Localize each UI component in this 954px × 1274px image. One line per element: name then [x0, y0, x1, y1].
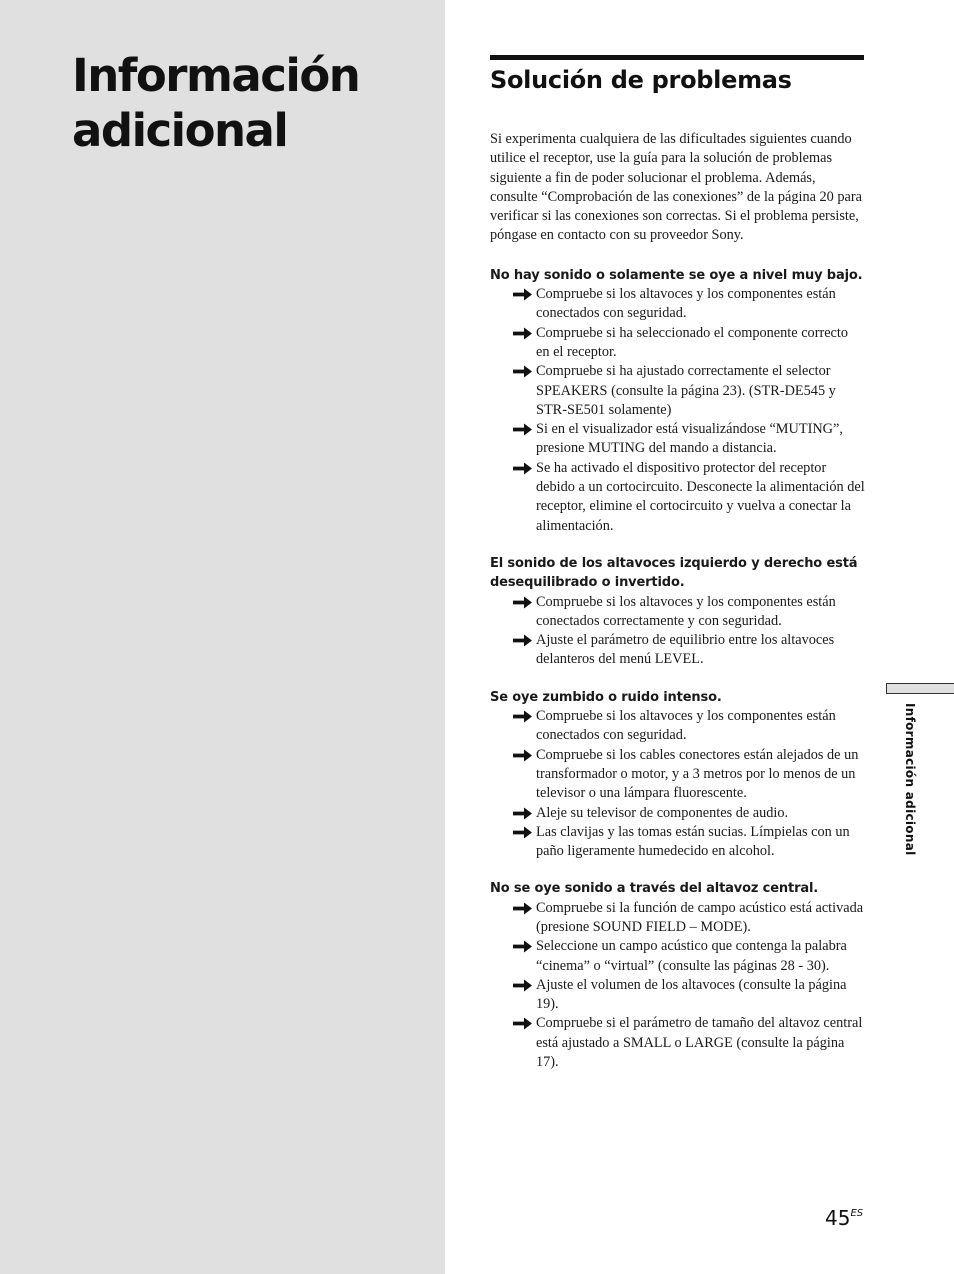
fix-text: Compruebe si los cables conectores están alejados de un transformador o motor, y a 3 metros por lo menos de un televisor o una lámpara fluorescente. [536, 746, 859, 802]
problem-list [490, 266, 865, 1073]
arrow-right-icon [513, 365, 532, 378]
problem-heading: No se oye sonido a través del altavoz central. [490, 881, 819, 897]
fix-text: Las clavijas y las tomas están sucias. Límpielas con un paño ligeramente humedecido en alcohol. [536, 823, 850, 860]
arrow-right-icon [513, 979, 532, 992]
arrow-right-icon [513, 327, 532, 340]
fix-item [490, 1014, 865, 1072]
fix-item [490, 937, 865, 976]
problem-heading: No hay sonido o solamente se oye a nivel muy bajo. [490, 267, 863, 283]
problem-block [490, 266, 865, 536]
fix-text: Si en el visualizador está visualizándose “MUTING”, presione MUTING del mando a distancia. [536, 421, 843, 457]
fix-text: Compruebe si ha ajustado correctamente el selector SPEAKERS (consulte la página 23). (STR-DE545 y STR-SE501 solamente) [536, 363, 836, 418]
chapter-title-line2: adicional [72, 104, 288, 157]
chapter-title-line1: Información [72, 49, 360, 102]
page-number [825, 1206, 863, 1230]
fix-item [490, 420, 865, 459]
chapter-title [72, 48, 359, 158]
page-number-value: 45 [825, 1206, 851, 1230]
fix-item [490, 976, 865, 1015]
fix-item [490, 746, 865, 804]
fix-item [490, 707, 865, 746]
arrow-right-icon [513, 634, 532, 647]
fix-text: Compruebe si la función de campo acústico está activada (presione SOUND FIELD – MODE). [536, 899, 864, 935]
fix-item [490, 899, 865, 938]
fix-list [490, 899, 865, 1073]
fix-item [490, 823, 865, 862]
problem-block [490, 554, 865, 670]
fix-list [490, 707, 865, 861]
fix-item [490, 804, 865, 823]
main-content [490, 130, 865, 1090]
fix-item [490, 362, 865, 420]
fix-text: Ajuste el volumen de los altavoces (consulte la página 19). [536, 976, 847, 1013]
fix-item [490, 324, 865, 363]
fix-list [490, 593, 865, 670]
fix-text: Compruebe si los altavoces y los componentes están conectados con seguridad. [536, 286, 836, 322]
problem-block [490, 879, 865, 1072]
problem-heading: El sonido de los altavoces izquierdo y derecho está desequilibrado o invertido. [490, 555, 858, 591]
fix-item [490, 593, 865, 632]
fix-text: Ajuste el parámetro de equilibrio entre los altavoces delanteros del menú LEVEL. [536, 632, 835, 668]
arrow-right-icon [513, 1017, 532, 1030]
fix-text: Compruebe si el parámetro de tamaño del altavoz central está ajustado a SMALL o LARGE (consulte la página 17). [536, 1015, 863, 1071]
section-title: Solución de problemas [490, 66, 792, 94]
arrow-right-icon [513, 807, 532, 820]
arrow-right-icon [513, 826, 532, 839]
arrow-right-icon [513, 596, 532, 609]
fix-text: Compruebe si los altavoces y los componentes están conectados con seguridad. [536, 708, 836, 744]
arrow-right-icon [513, 749, 532, 762]
side-tab-label: Información adicional [903, 703, 917, 856]
fix-text: Aleje su televisor de componentes de audio. [536, 804, 789, 821]
fix-text: Compruebe si ha seleccionado el componente correcto en el receptor. [536, 324, 849, 360]
chapter-panel [0, 0, 445, 1274]
arrow-right-icon [513, 710, 532, 723]
fix-text: Seleccione un campo acústico que contenga la palabra “cinema” o “virtual” (consulte las páginas 28 - 30). [536, 938, 847, 974]
fix-item [490, 285, 865, 324]
arrow-right-icon [513, 940, 532, 953]
language-code: ES [850, 1208, 864, 1219]
fix-item [490, 459, 865, 536]
fix-list [490, 285, 865, 536]
arrow-right-icon [513, 902, 532, 915]
fix-text: Compruebe si los altavoces y los componentes están conectados correctamente y con seguridad. [536, 593, 836, 629]
arrow-right-icon [513, 462, 532, 475]
intro-paragraph: Si experimenta cualquiera de las dificultades siguientes cuando utilice el receptor, use la guía para la solución de problemas siguiente a fin de poder solucionar el problema. Además, consulte “Comprobación de las conexiones” de la página 20 para verificar si las conexiones son correctas. Si el problema persiste, póngase en contacto con su proveedor Sony. [490, 131, 862, 244]
side-tab-marker [886, 683, 954, 694]
section-rule [490, 55, 864, 60]
arrow-right-icon [513, 423, 532, 436]
fix-item [490, 631, 865, 670]
arrow-right-icon [513, 288, 532, 301]
problem-block [490, 688, 865, 862]
fix-text: Se ha activado el dispositivo protector del receptor debido a un cortocircuito. Desconecte la alimentación del receptor, elimine el cortocircuito y vuelva a conectar la alimentación. [536, 459, 865, 534]
problem-heading: Se oye zumbido o ruido intenso. [490, 689, 722, 705]
